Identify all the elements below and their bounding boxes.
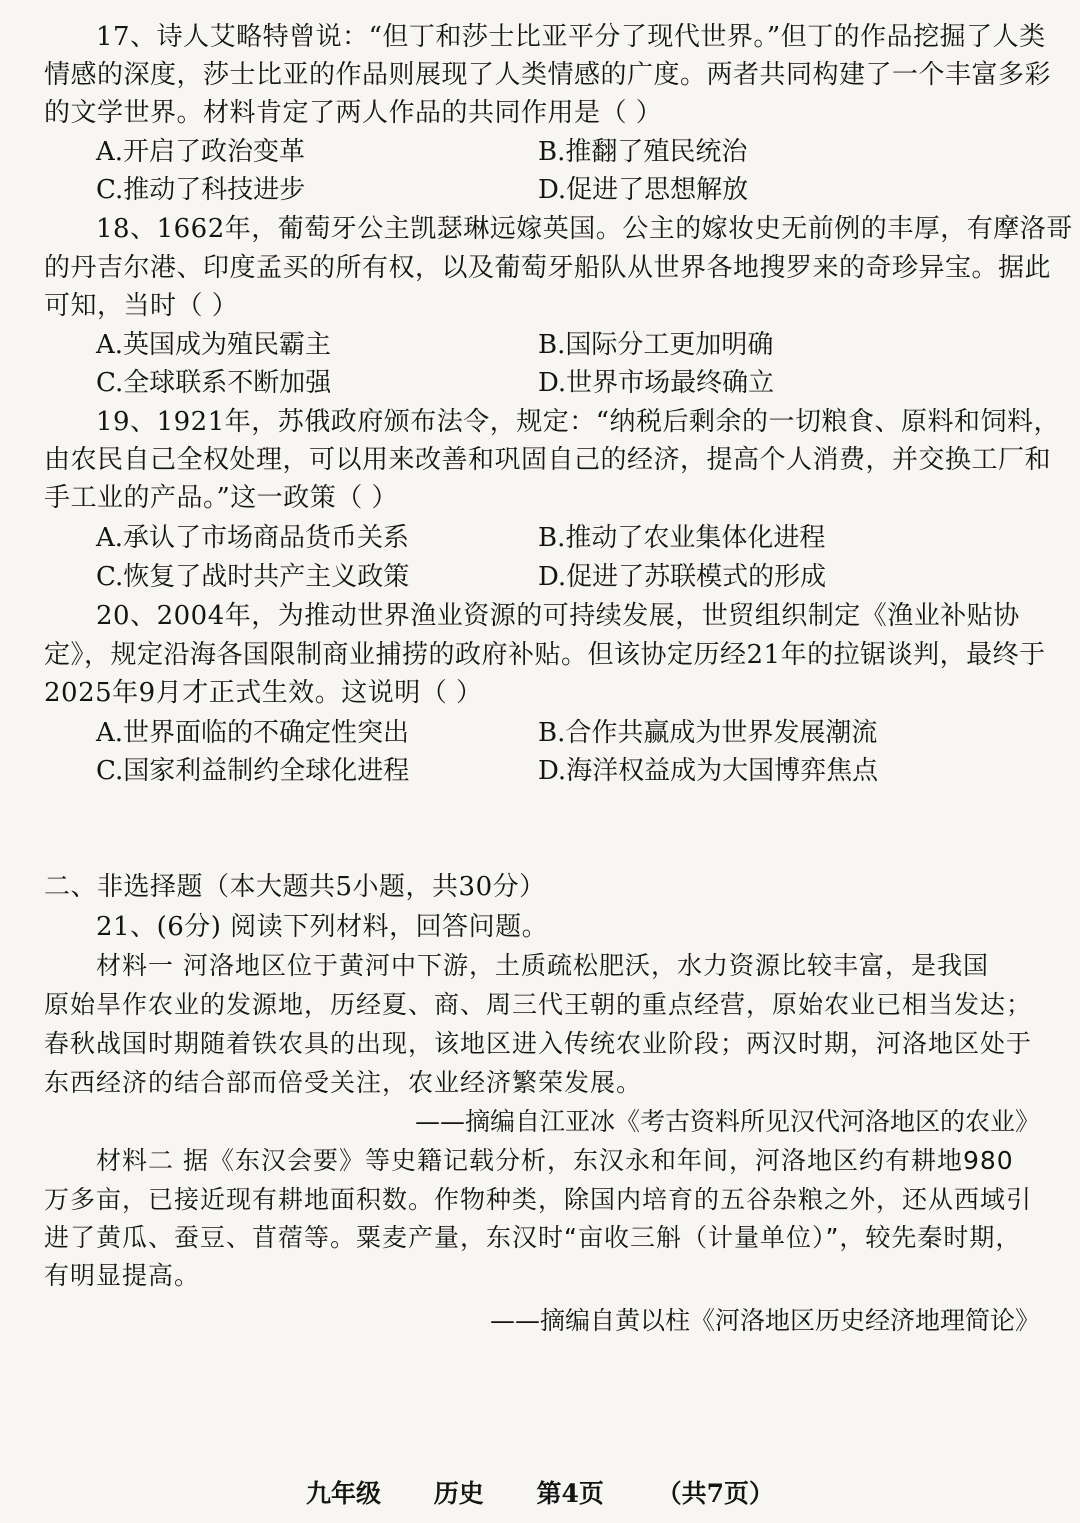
page-footer bbox=[0, 1474, 1080, 1510]
material-2-line-2: 万多亩，已接近现有耕地面积数。作物种类，除国内培育的五谷杂粮之外，还从西域引 bbox=[44, 1185, 1033, 1214]
q21-instruction: 21、(6分) 阅读下列材料，回答问题。 bbox=[96, 912, 549, 942]
q19-line-1: 19、1921年，苏俄政府颁布法令，规定：“纳税后剩余的一切粮食、原料和饲料， bbox=[96, 407, 1061, 437]
q18-option-b: B.国际分工更加明确 bbox=[538, 330, 774, 360]
q18-line-3: 可知，当时（ ） bbox=[44, 291, 239, 321]
footer-subject: 历史 bbox=[433, 1479, 484, 1508]
q20-option-a: A.世界面临的不确定性突出 bbox=[96, 718, 410, 748]
q19-line-3: 手工业的产品。”这一政策（ ） bbox=[44, 483, 399, 513]
q17-line-2: 情感的深度，莎士比亚的作品则展现了人类情感的广度。两者共同构建了一个丰富多彩 bbox=[44, 60, 1052, 90]
q19-option-b: B.推动了农业集体化进程 bbox=[538, 523, 826, 553]
section-2-heading: 二、非选择题（本大题共5小题，共30分） bbox=[44, 872, 546, 902]
material-2-line-4: 有明显提高。 bbox=[44, 1261, 201, 1290]
q17-line-1: 17、诗人艾略特曾说：“但丁和莎士比亚平分了现代世界。”但丁的作品挖掘了人类 bbox=[96, 22, 1046, 52]
q17-option-b: B.推翻了殖民统治 bbox=[538, 137, 748, 167]
material-2-source: ——摘编自黄以柱《河洛地区历史经济地理简论》 bbox=[489, 1306, 1040, 1335]
material-2-line-3: 进了黄瓜、蚕豆、苜蓿等。粟麦产量，东汉时“亩收三斛（计量单位）”，较先秦时期， bbox=[44, 1223, 1022, 1252]
q18-option-a: A.英国成为殖民霸主 bbox=[96, 330, 332, 360]
q19-line-2: 由农民自己全权处理，可以用来改善和巩固自己的经济，提高个人消费，并交换工厂和 bbox=[44, 445, 1052, 475]
q17-option-d: D.促进了思想解放 bbox=[538, 175, 749, 205]
material-1-line-4: 东西经济的结合部而倍受关注，农业经济繁荣发展。 bbox=[44, 1068, 643, 1097]
q19-option-c: C.恢复了战时共产主义政策 bbox=[96, 562, 410, 592]
q20-option-b: B.合作共赢成为世界发展潮流 bbox=[538, 718, 878, 748]
material-2-line-1: 材料二 据《东汉会要》等史籍记载分析，东汉永和年间，河洛地区约有耕地980 bbox=[96, 1146, 1014, 1175]
q18-option-d: D.世界市场最终确立 bbox=[538, 368, 775, 398]
q19-option-a: A.承认了市场商品货币关系 bbox=[96, 523, 410, 553]
q20-line-3: 2025年9月才正式生效。这说明（ ） bbox=[44, 678, 483, 708]
material-1-line-2: 原始旱作农业的发源地，历经夏、商、周三代王朝的重点经营，原始农业已相当发达； bbox=[44, 990, 1033, 1019]
footer-page-number: 第4页 bbox=[536, 1479, 604, 1508]
q19-option-d: D.促进了苏联模式的形成 bbox=[538, 562, 827, 592]
q17-line-3: 的文学世界。材料肯定了两人作品的共同作用是（ ） bbox=[44, 98, 663, 128]
q18-line-2: 的丹吉尔港、印度孟买的所有权，以及葡萄牙船队从世界各地搜罗来的奇珍异宝。据此 bbox=[44, 253, 1052, 283]
material-1-line-3: 春秋战国时期随着铁农具的出现，该地区进入传统农业阶段；两汉时期，河洛地区处于 bbox=[44, 1029, 1033, 1058]
q18-option-c: C.全球联系不断加强 bbox=[96, 368, 332, 398]
material-1-source: ——摘编自江亚冰《考古资料所见汉代河洛地区的农业》 bbox=[414, 1107, 1040, 1136]
footer-total-pages: （共7页） bbox=[656, 1479, 774, 1508]
q20-line-1: 20、2004年，为推动世界渔业资源的可持续发展，世贸组织制定《渔业补贴协 bbox=[96, 601, 1020, 631]
footer-grade: 九年级 bbox=[306, 1479, 382, 1508]
q20-option-d: D.海洋权益成为大国博弈焦点 bbox=[538, 756, 879, 786]
q17-option-a: A.开启了政治变革 bbox=[96, 137, 306, 167]
material-1-line-1: 材料一 河洛地区位于黄河中下游，土质疏松肥沃，水力资源比较丰富，是我国 bbox=[96, 951, 989, 980]
q18-line-1: 18、1662年，葡萄牙公主凯瑟琳远嫁英国。公主的嫁妆史无前例的丰厚，有摩洛哥 bbox=[96, 214, 1073, 244]
q17-option-c: C.推动了科技进步 bbox=[96, 175, 306, 205]
q20-line-2: 定》，规定沿海各国限制商业捕捞的政府补贴。但该协定历经21年的拉锯谈判，最终于 bbox=[44, 640, 1046, 670]
q20-option-c: C.国家利益制约全球化进程 bbox=[96, 756, 410, 786]
